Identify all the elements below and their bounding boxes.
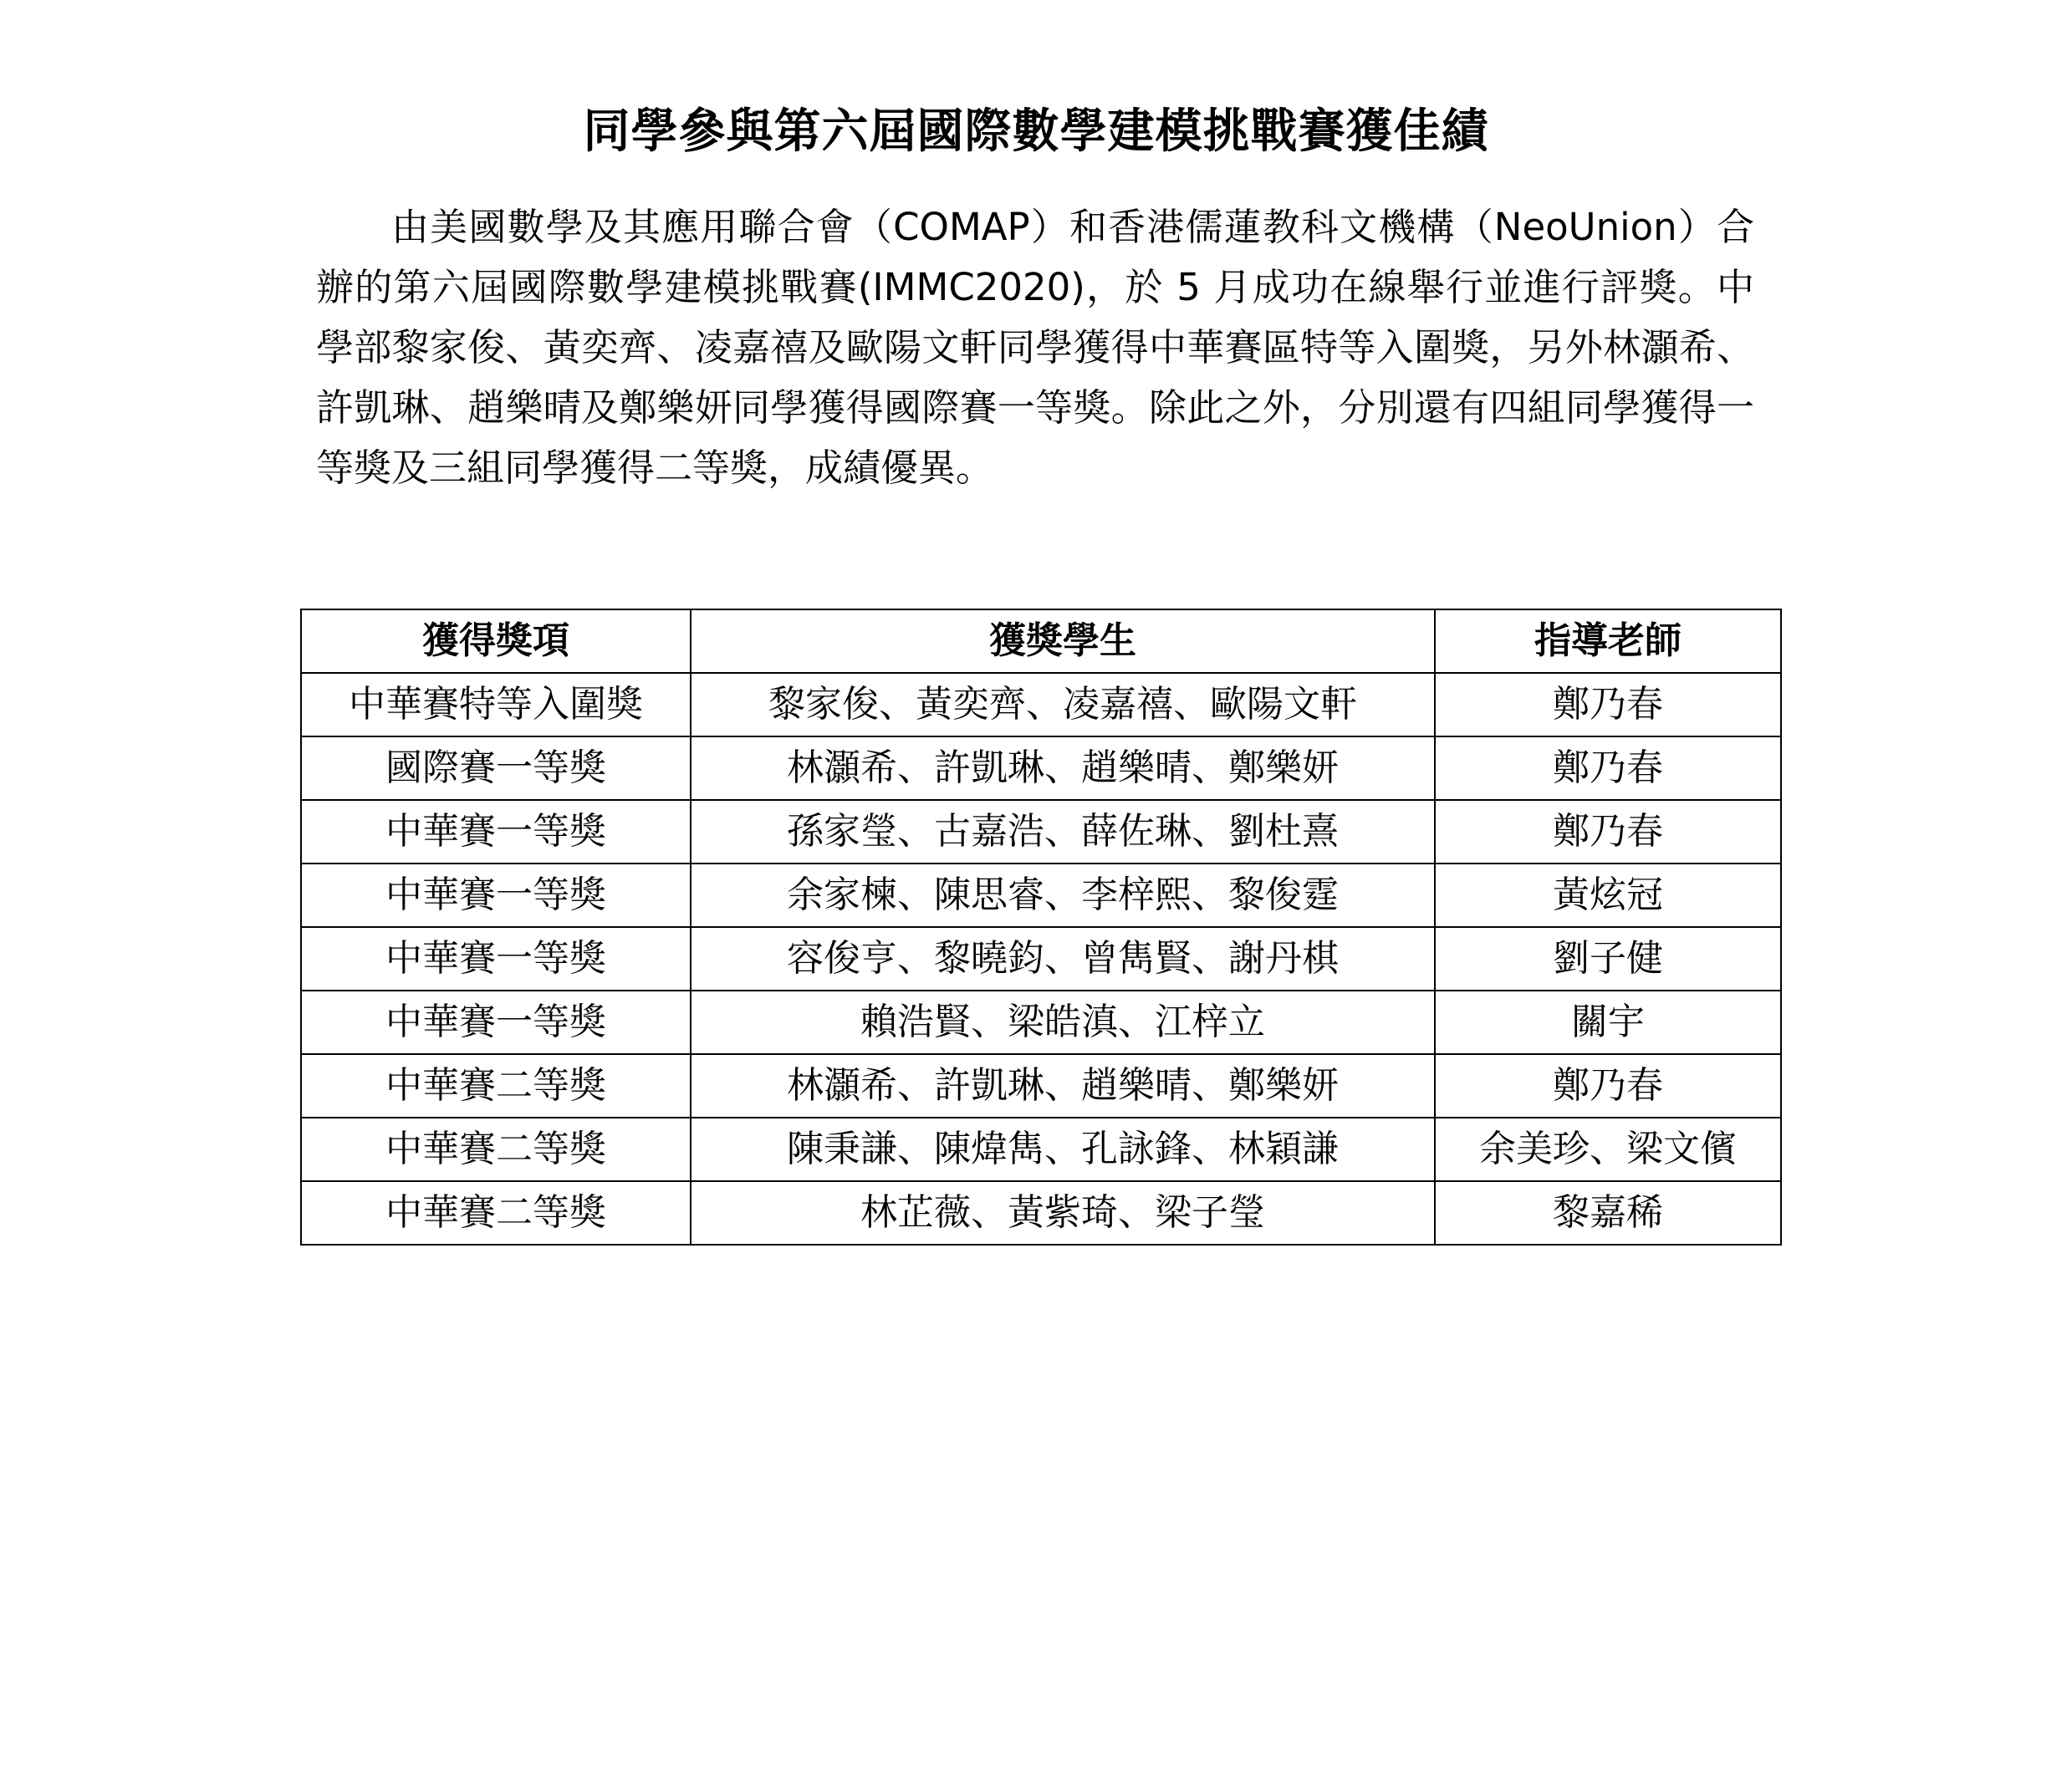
table-row — [301, 864, 1781, 927]
award-cell: 中華賽一等獎 — [301, 800, 691, 864]
students-cell: 賴浩賢、梁皓滇、江梓立 — [691, 991, 1435, 1054]
award-cell: 中華賽一等獎 — [301, 991, 691, 1054]
table-row — [301, 1181, 1781, 1245]
document-title: 同學參與第六屆國際數學建模挑戰賽獲佳績 — [583, 104, 1489, 159]
award-cell: 中華賽二等獎 — [301, 1118, 691, 1181]
students-cell: 黎家俊、黃奕齊、凌嘉禧、歐陽文軒 — [691, 673, 1435, 736]
table-header-row — [301, 609, 1781, 673]
header-award: 獲得獎項 — [301, 609, 691, 673]
students-cell: 陳秉謙、陳煒雋、孔詠鋒、林穎謙 — [691, 1118, 1435, 1181]
award-cell: 中華賽一等獎 — [301, 927, 691, 991]
students-cell: 林灝希、許凱琳、趙樂晴、鄭樂妍 — [691, 736, 1435, 800]
students-cell: 林灝希、許凱琳、趙樂晴、鄭樂妍 — [691, 1054, 1435, 1118]
teacher-cell: 鄭乃春 — [1435, 1054, 1781, 1118]
students-cell: 容俊亨、黎曉鈞、曾雋賢、謝丹棋 — [691, 927, 1435, 991]
table-row — [301, 927, 1781, 991]
body-paragraph: 由美國數學及其應用聯合會（COMAP）和香港儒蓮教科文機構（NeoUnion）合辦的第六屆國際數學建模挑戰賽(IMMC2020)，於 5 月成功在線舉行並進行評獎。中學部黎家俊、黃奕齊、凌嘉禧及歐陽文軒同學獲得中華賽區特等入圍獎，另外林灝希、許凱琳、趙樂晴及鄭樂妍同學獲得國際賽一等獎。除此之外，分別還有四組同學獲得一等獎及三組同學獲得二等獎，成績優異。 — [316, 205, 1754, 490]
teacher-cell: 鄭乃春 — [1435, 736, 1781, 800]
table-row — [301, 1118, 1781, 1181]
table-row — [301, 991, 1781, 1054]
table-row — [301, 736, 1781, 800]
teacher-cell: 余美珍、梁文儐 — [1435, 1118, 1781, 1181]
students-cell: 孫家瑩、古嘉浩、薛佐琳、劉杜熹 — [691, 800, 1435, 864]
award-cell: 中華賽特等入圍獎 — [301, 673, 691, 736]
award-cell: 中華賽一等獎 — [301, 864, 691, 927]
table-row — [301, 673, 1781, 736]
table-row — [301, 800, 1781, 864]
teacher-cell: 關宇 — [1435, 991, 1781, 1054]
students-cell: 余家楝、陳思睿、李梓熙、黎俊霆 — [691, 864, 1435, 927]
award-cell: 國際賽一等獎 — [301, 736, 691, 800]
header-students: 獲獎學生 — [691, 609, 1435, 673]
teacher-cell: 黎嘉稀 — [1435, 1181, 1781, 1245]
teacher-cell: 鄭乃春 — [1435, 673, 1781, 736]
students-cell: 林芷薇、黃紫琦、梁子瑩 — [691, 1181, 1435, 1245]
table-row — [301, 1054, 1781, 1118]
teacher-cell: 鄭乃春 — [1435, 800, 1781, 864]
teacher-cell: 黃炫冠 — [1435, 864, 1781, 927]
award-cell: 中華賽二等獎 — [301, 1054, 691, 1118]
teacher-cell: 劉子健 — [1435, 927, 1781, 991]
header-teacher: 指導老師 — [1435, 609, 1781, 673]
award-cell: 中華賽二等獎 — [301, 1181, 691, 1245]
awards-table — [300, 609, 1782, 1246]
